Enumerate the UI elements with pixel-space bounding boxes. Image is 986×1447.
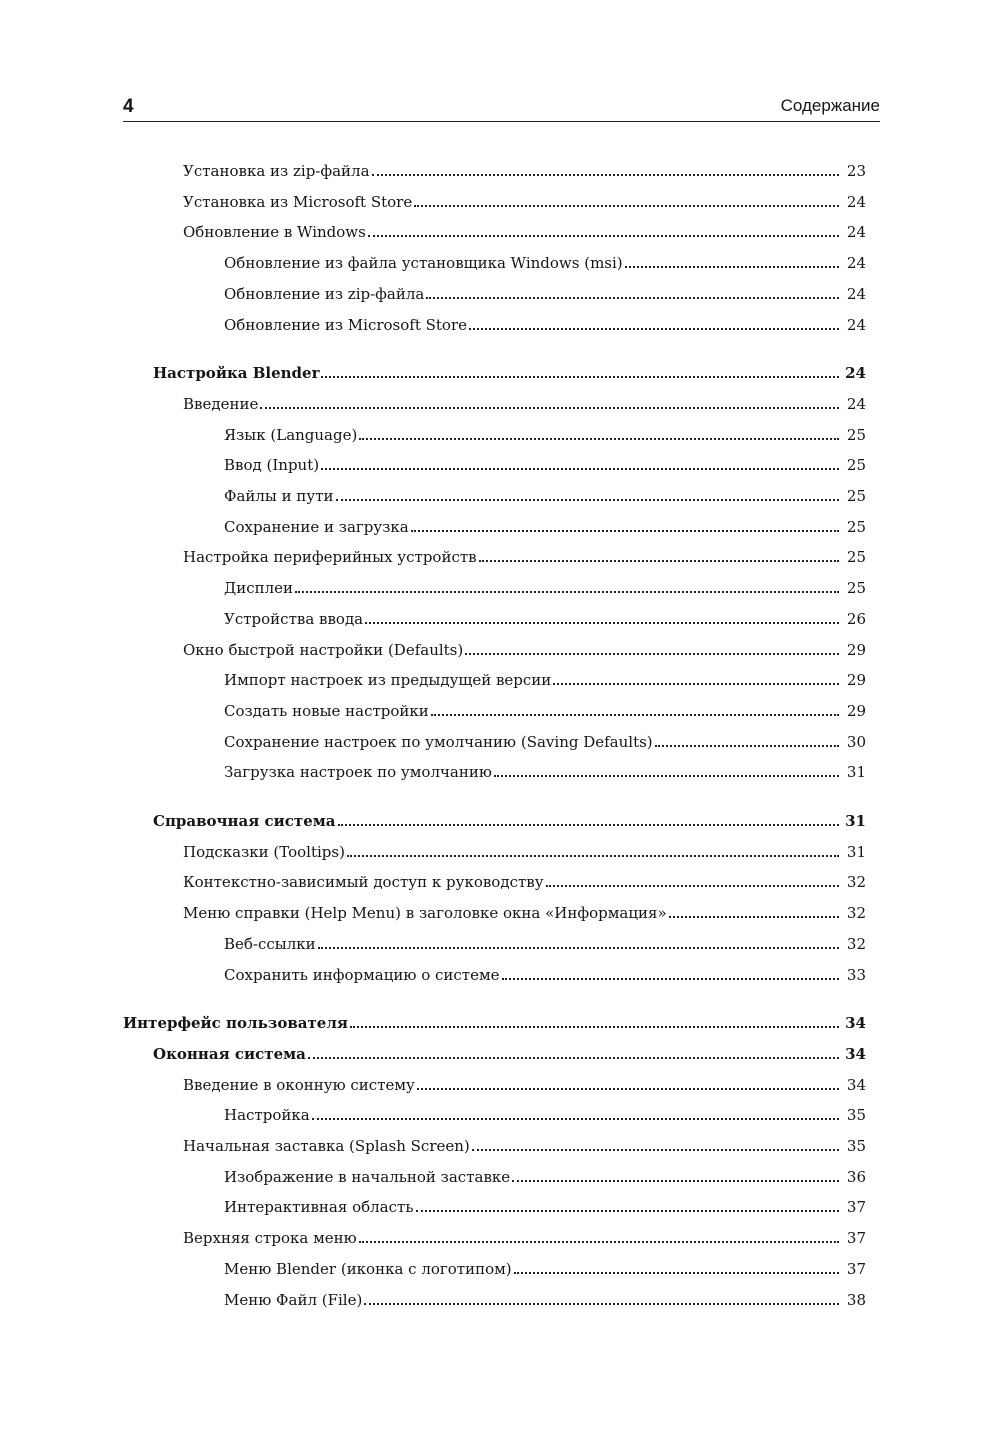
toc-entry xyxy=(224,602,866,628)
toc-entry-title: Интерфейс пользователя xyxy=(123,1014,348,1033)
toc-entry-title: Настройка xyxy=(224,1106,310,1125)
dot-leader xyxy=(417,1088,839,1090)
dot-leader xyxy=(350,1026,839,1028)
toc-entry xyxy=(183,154,866,180)
toc-entry-page: 25 xyxy=(846,579,866,598)
toc-entry xyxy=(224,1160,866,1186)
toc-entry xyxy=(224,927,866,953)
toc-entry xyxy=(224,448,866,474)
toc-entry xyxy=(183,185,866,211)
toc-entry xyxy=(224,418,866,444)
toc-entry-page: 36 xyxy=(846,1167,866,1186)
toc-entry-page: 24 xyxy=(846,254,866,273)
dot-leader xyxy=(338,824,839,826)
toc-entry-title: Настройка Blender xyxy=(153,364,320,383)
toc-entry-page: 25 xyxy=(846,456,866,475)
toc-entry xyxy=(224,755,866,781)
toc-entry xyxy=(224,725,866,751)
toc-entry-page: 24 xyxy=(846,223,866,242)
toc-entry-title: Начальная заставка (Splash Screen) xyxy=(183,1137,470,1155)
dot-leader xyxy=(655,745,839,747)
toc-entry xyxy=(224,1283,866,1309)
toc-entry-page: 35 xyxy=(846,1106,866,1125)
toc-entry xyxy=(183,835,866,861)
toc-entry-title: Загрузка настроек по умолчанию xyxy=(224,763,492,782)
toc-entry xyxy=(224,246,866,272)
dot-leader xyxy=(368,235,839,237)
toc-entry-page: 24 xyxy=(846,284,866,303)
dot-leader xyxy=(512,1180,839,1182)
toc-entry xyxy=(224,277,866,303)
dot-leader xyxy=(625,266,839,268)
dot-leader xyxy=(431,714,839,716)
toc-entry-title: Оконная система xyxy=(153,1044,306,1063)
toc-entry xyxy=(224,571,866,597)
toc-entry-page: 37 xyxy=(846,1198,866,1217)
dot-leader xyxy=(295,591,839,593)
dot-leader xyxy=(308,1057,839,1059)
toc-entry-title: Справочная система xyxy=(153,812,336,830)
toc-entry-page: 30 xyxy=(846,732,866,751)
toc-entry xyxy=(123,1006,866,1032)
toc-entry-title: Дисплеи xyxy=(224,579,293,598)
toc-entry-page: 24 xyxy=(845,364,866,383)
toc-entry-page: 34 xyxy=(846,1075,866,1094)
dot-leader xyxy=(669,916,839,918)
toc-entry xyxy=(224,479,866,505)
toc-entry-title: Установка из Microsoft Store xyxy=(183,192,413,211)
toc-entry xyxy=(183,1129,866,1155)
dot-leader xyxy=(321,468,839,470)
toc-entry-page: 34 xyxy=(845,1044,866,1063)
dot-leader xyxy=(365,622,839,624)
dot-leader xyxy=(347,855,839,857)
toc-entry-title: Контекстно-зависимый доступ к руководству xyxy=(183,873,544,892)
toc-entry-page: 37 xyxy=(846,1259,866,1278)
toc-entry-page: 25 xyxy=(846,425,866,444)
dot-leader xyxy=(479,560,839,562)
toc-entry xyxy=(224,308,866,334)
toc-entry-title: Введение в оконную систему xyxy=(183,1075,415,1094)
dot-leader xyxy=(426,297,839,299)
toc-entry-title: Сохранение настроек по умолчанию (Saving Defaults) xyxy=(224,732,653,751)
toc-entry xyxy=(153,804,866,830)
toc-entry-title: Верхняя строка меню xyxy=(183,1229,357,1248)
toc-entry-title: Изображение в начальной заставке xyxy=(224,1167,511,1186)
toc-entry-title: Обновление в Windows xyxy=(183,223,366,242)
toc-entry-title: Файлы и пути xyxy=(224,487,334,505)
toc-entry-page: 35 xyxy=(846,1137,866,1155)
toc-entry-page: 24 xyxy=(846,315,866,334)
toc-entry xyxy=(183,633,866,659)
dot-leader xyxy=(359,438,839,440)
dot-leader xyxy=(553,683,839,685)
dot-leader xyxy=(364,1303,839,1305)
dot-leader xyxy=(372,174,839,176)
toc-entry-page: 29 xyxy=(846,701,866,720)
toc-entry xyxy=(183,215,866,241)
toc-entry xyxy=(183,896,866,922)
toc-entry-page: 32 xyxy=(846,904,866,923)
toc-entry-page: 32 xyxy=(846,934,866,953)
toc-entry xyxy=(153,356,866,382)
dot-leader xyxy=(546,885,839,887)
toc-entry xyxy=(224,694,866,720)
dot-leader xyxy=(411,530,839,532)
toc-entry-page: 33 xyxy=(846,965,866,984)
dot-leader xyxy=(359,1241,839,1243)
dot-leader xyxy=(514,1272,839,1274)
toc-entry-page: 31 xyxy=(846,763,866,782)
toc-entry-page: 31 xyxy=(846,842,866,861)
dot-leader xyxy=(416,1210,840,1212)
toc-entry-title: Устройства ввода xyxy=(224,609,364,628)
toc-entry xyxy=(224,958,866,984)
running-title: Содержание xyxy=(780,96,880,115)
toc-entry-title: Язык (Language) xyxy=(224,425,358,444)
dot-leader xyxy=(469,328,839,330)
toc-entry-page: 24 xyxy=(846,192,866,211)
toc-entry-page: 29 xyxy=(846,640,866,659)
toc-entry-title: Установка из zip-файла xyxy=(183,162,370,180)
dot-leader xyxy=(336,499,839,501)
toc-entry-title: Обновление из Microsoft Store xyxy=(224,315,468,334)
toc-entry xyxy=(183,540,866,566)
toc-entry xyxy=(183,865,866,891)
toc-entry-page: 23 xyxy=(846,162,866,180)
toc-entry xyxy=(224,663,866,689)
dot-leader xyxy=(318,947,839,949)
toc-entry xyxy=(183,387,866,413)
toc-entry-title: Обновление из файла установщика Windows (msi) xyxy=(224,254,623,273)
toc-entry-title: Меню Blender (иконка с логотипом) xyxy=(224,1259,512,1278)
toc-entry-title: Импорт настроек из предыдущей версии xyxy=(224,671,552,690)
toc-entry xyxy=(224,510,866,536)
dot-leader xyxy=(465,653,839,655)
dot-leader xyxy=(494,775,839,777)
toc-entry-title: Настройка периферийных устройств xyxy=(183,548,477,567)
toc-entry-page: 24 xyxy=(846,394,866,413)
toc-entry-page: 38 xyxy=(846,1290,866,1309)
toc-entry-title: Веб-ссылки xyxy=(224,934,316,953)
toc-entry-title: Подсказки (Tooltips) xyxy=(183,842,345,861)
toc-entry xyxy=(153,1037,866,1063)
toc-entry-title: Сохранение и загрузка xyxy=(224,517,409,536)
toc-entry xyxy=(224,1190,866,1216)
toc-entry-title: Меню справки (Help Menu) в заголовке окна «Информация» xyxy=(183,904,667,923)
toc-entry-title: Меню Файл (File) xyxy=(224,1290,363,1309)
toc-entry-title: Обновление из zip-файла xyxy=(224,284,425,303)
toc-entry xyxy=(183,1221,866,1247)
toc-entry xyxy=(224,1252,866,1278)
toc-entry xyxy=(183,1068,866,1094)
toc-entry-page: 32 xyxy=(846,873,866,892)
toc-entry-page: 29 xyxy=(846,671,866,690)
toc-entry xyxy=(224,1098,866,1124)
page-number: 4 xyxy=(123,96,134,117)
dot-leader xyxy=(414,205,839,207)
toc-entry-title: Интерактивная область xyxy=(224,1198,414,1217)
toc-entry-title: Создать новые настройки xyxy=(224,701,429,720)
toc-entry-title: Введение xyxy=(183,394,259,413)
toc-entry-page: 31 xyxy=(845,812,866,830)
toc-entry-page: 34 xyxy=(845,1014,866,1033)
toc-entry-title: Окно быстрой настройки (Defaults) xyxy=(183,640,464,659)
dot-leader xyxy=(321,376,839,378)
dot-leader xyxy=(260,407,839,409)
toc-entry-page: 25 xyxy=(846,548,866,567)
dot-leader xyxy=(472,1149,839,1151)
toc-entry-page: 25 xyxy=(846,517,866,536)
toc-entry-page: 25 xyxy=(846,487,866,505)
dot-leader xyxy=(312,1118,839,1120)
toc-entry-page: 37 xyxy=(846,1229,866,1248)
toc-entry-title: Сохранить информацию о системе xyxy=(224,965,500,984)
toc-entry-title: Ввод (Input) xyxy=(224,456,320,475)
dot-leader xyxy=(502,978,839,980)
toc-entry-page: 26 xyxy=(846,609,866,628)
page-header xyxy=(123,94,880,122)
